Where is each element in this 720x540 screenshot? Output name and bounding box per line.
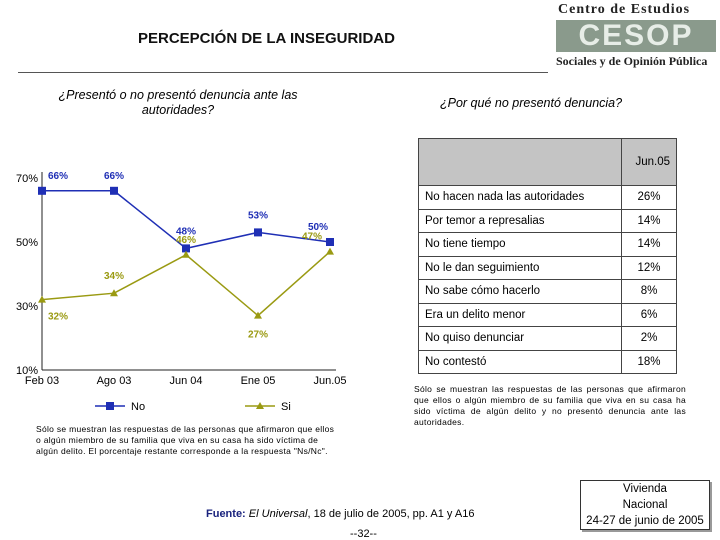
survey-line-1: Vivienda	[623, 483, 667, 495]
data-label-si: 47%	[301, 231, 323, 243]
reason-cell: No tiene tiempo	[419, 233, 622, 257]
percent-cell: 26%	[622, 186, 677, 210]
reasons-table	[418, 138, 677, 374]
percent-cell: 6%	[622, 303, 677, 327]
logo-bottom-text: Sociales y de Opinión Pública	[556, 54, 708, 68]
logo-top-text: Centro de Estudios	[558, 2, 691, 17]
legend-label-si: Si	[281, 401, 291, 413]
table-row	[419, 327, 677, 351]
x-tick-label: Jun 04	[169, 375, 203, 387]
percent-cell: 2%	[622, 327, 677, 351]
x-tick-label: Feb 03	[24, 375, 60, 387]
legend-label-no: No	[131, 401, 146, 413]
x-tick-label: Ago 03	[96, 375, 132, 387]
reason-cell: Era un delito menor	[419, 303, 622, 327]
table-row	[419, 186, 677, 210]
survey-info-box	[580, 480, 710, 530]
table-row	[419, 256, 677, 280]
reason-cell: No contestó	[419, 350, 622, 374]
logo-mark: CESOP	[556, 20, 716, 52]
title-divider	[18, 72, 548, 73]
source-publication: El Universal	[248, 508, 308, 520]
table-header-blank	[419, 139, 622, 186]
data-point-no	[110, 187, 118, 195]
y-tick-label: 70%	[15, 173, 38, 185]
denuncia-line-chart	[0, 150, 400, 420]
table-row	[419, 280, 677, 304]
left-question: ¿Presentó o no presentó denuncia ante las autoridades?	[58, 88, 298, 117]
reason-cell: No quiso denunciar	[419, 327, 622, 351]
source-label: Fuente:	[206, 508, 246, 520]
survey-line-3: 24-27 de junio de 2005	[586, 515, 704, 527]
legend-marker-no	[106, 402, 114, 410]
series-line-si	[42, 252, 330, 316]
data-label-no: 50%	[307, 222, 329, 233]
data-point-no	[254, 228, 262, 236]
reason-cell: No le dan seguimiento	[419, 256, 622, 280]
y-tick-label: 50%	[15, 237, 38, 249]
data-label-si: 32%	[47, 311, 69, 323]
reason-cell: No sabe cómo hacerlo	[419, 280, 622, 304]
page-title: PERCEPCIÓN DE LA INSEGURIDAD	[138, 30, 395, 47]
page-number: --32--	[350, 528, 377, 540]
x-tick-label: Jun.05	[313, 375, 347, 387]
data-label-si: 46%	[175, 234, 197, 246]
table-row	[419, 233, 677, 257]
table-row	[419, 303, 677, 327]
survey-line-2: Nacional	[622, 499, 668, 511]
data-label-si: 27%	[247, 329, 269, 341]
table-row	[419, 209, 677, 233]
table-row	[419, 350, 677, 374]
reason-cell: Por temor a represalias	[419, 209, 622, 233]
data-label-no: 53%	[247, 210, 269, 222]
x-tick-label: Ene 05	[240, 375, 276, 387]
percent-cell: 18%	[622, 350, 677, 374]
table-header-row	[419, 139, 677, 186]
right-question: ¿Por qué no presentó denuncia?	[440, 96, 623, 110]
percent-cell: 14%	[622, 233, 677, 257]
reason-cell: No hacen nada las autoridades	[419, 186, 622, 210]
y-tick-label: 10%	[15, 365, 38, 377]
percent-cell: 8%	[622, 280, 677, 304]
source-citation	[206, 508, 474, 520]
data-label-no: 66%	[103, 170, 125, 182]
percent-cell: 14%	[622, 209, 677, 233]
data-point-no	[326, 238, 334, 246]
data-point-si	[326, 248, 334, 255]
percent-cell: 12%	[622, 256, 677, 280]
data-point-no	[38, 187, 46, 195]
left-footnote: Sólo se muestran las respuestas de las personas que afirmaron que ellos o algún miembro de su familia que viva en su casa ha sido víctima de algún delito. El porcentaje restante corresponde a la respuesta "Ns/Nc".	[36, 424, 335, 456]
table-header-date: Jun.05	[622, 139, 677, 186]
y-tick-label: 30%	[15, 301, 38, 313]
source-detail: , 18 de julio de 2005, pp. A1 y A16	[307, 508, 475, 520]
data-label-no: 48%	[175, 226, 197, 238]
data-label-si: 34%	[103, 271, 125, 283]
cesop-logo	[552, 0, 720, 72]
data-label-no: 66%	[47, 170, 69, 182]
right-footnote: Sólo se muestran las respuestas de las personas que afirmaron que ellos o algún miembro de su familia que viva en su casa ha sido víctima de algún delito y no presentó denuncia ante las autoridades.	[414, 384, 686, 427]
